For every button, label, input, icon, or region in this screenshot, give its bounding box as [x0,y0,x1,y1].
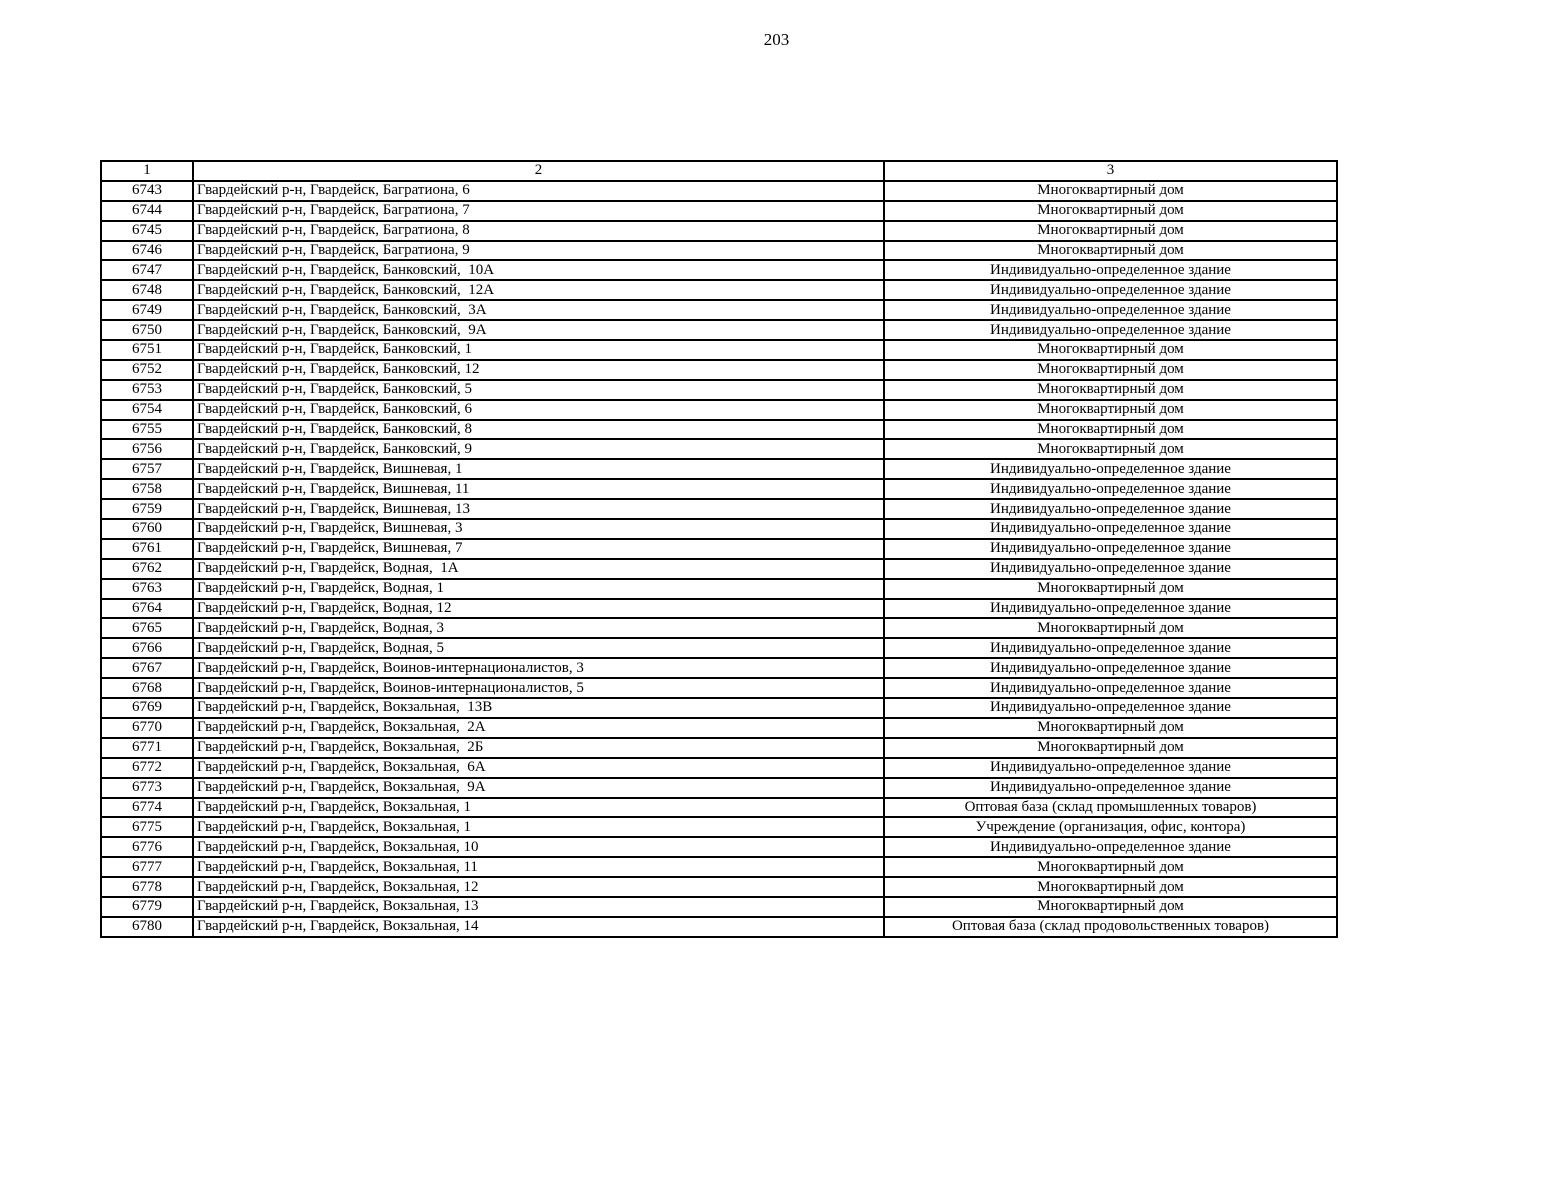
object-type-cell: Индивидуально-определенное здание [884,638,1337,658]
page-number: 203 [763,30,790,49]
row-number-cell: 6750 [101,320,193,340]
row-number-cell: 6774 [101,798,193,818]
object-type-cell: Индивидуально-определенное здание [884,499,1337,519]
object-type-cell: Многоквартирный дом [884,340,1337,360]
object-type-cell: Индивидуально-определенное здание [884,539,1337,559]
object-type-cell: Многоквартирный дом [884,579,1337,599]
table-row [101,718,1337,738]
table-row [101,877,1337,897]
row-number-cell: 6769 [101,698,193,718]
object-type-cell: Многоквартирный дом [884,718,1337,738]
table-body [101,181,1337,937]
object-type-cell: Оптовая база (склад продовольственных товаров) [884,917,1337,937]
row-number-cell: 6749 [101,300,193,320]
row-number-cell: 6752 [101,360,193,380]
address-cell: Гвардейский р-н, Гвардейск, Вокзальная, 10 [193,837,884,857]
object-type-cell: Индивидуально-определенное здание [884,599,1337,619]
address-cell: Гвардейский р-н, Гвардейск, Банковский, 9А [193,320,884,340]
object-type-cell: Индивидуально-определенное здание [884,758,1337,778]
table-row [101,400,1337,420]
table-row [101,618,1337,638]
column-header-address: 2 [193,161,884,181]
row-number-cell: 6773 [101,778,193,798]
table-row [101,917,1337,937]
row-number-cell: 6766 [101,638,193,658]
object-type-cell: Многоквартирный дом [884,877,1337,897]
address-cell: Гвардейский р-н, Гвардейск, Банковский, 9 [193,439,884,459]
address-cell: Гвардейский р-н, Гвардейск, Банковский, 6 [193,400,884,420]
row-number-cell: 6762 [101,559,193,579]
table-row [101,798,1337,818]
row-number-cell: 6778 [101,877,193,897]
row-number-cell: 6756 [101,439,193,459]
table-row [101,658,1337,678]
object-type-cell: Многоквартирный дом [884,420,1337,440]
object-type-cell: Индивидуально-определенное здание [884,519,1337,539]
address-cell: Гвардейский р-н, Гвардейск, Водная, 5 [193,638,884,658]
row-number-cell: 6754 [101,400,193,420]
table-row [101,181,1337,201]
address-cell: Гвардейский р-н, Гвардейск, Вишневая, 13 [193,499,884,519]
column-header-object-type: 3 [884,161,1337,181]
table-row [101,539,1337,559]
table-row [101,778,1337,798]
table-row [101,340,1337,360]
address-cell: Гвардейский р-н, Гвардейск, Банковский, 10А [193,260,884,280]
address-cell: Гвардейский р-н, Гвардейск, Воинов-интернационалистов, 5 [193,678,884,698]
object-type-cell: Индивидуально-определенное здание [884,678,1337,698]
table-row [101,499,1337,519]
object-type-cell: Многоквартирный дом [884,618,1337,638]
table-row [101,360,1337,380]
address-cell: Гвардейский р-н, Гвардейск, Банковский, 3А [193,300,884,320]
table-header-row [101,161,1337,181]
table-row [101,280,1337,300]
row-number-cell: 6761 [101,539,193,559]
row-number-cell: 6770 [101,718,193,738]
object-type-cell: Индивидуально-определенное здание [884,280,1337,300]
address-cell: Гвардейский р-н, Гвардейск, Банковский, 12 [193,360,884,380]
object-type-cell: Многоквартирный дом [884,400,1337,420]
object-type-cell: Индивидуально-определенное здание [884,778,1337,798]
object-type-cell: Индивидуально-определенное здание [884,260,1337,280]
row-number-cell: 6763 [101,579,193,599]
address-cell: Гвардейский р-н, Гвардейск, Вокзальная, 2А [193,718,884,738]
table-row [101,201,1337,221]
object-type-cell: Индивидуально-определенное здание [884,658,1337,678]
table-row [101,380,1337,400]
table-row [101,738,1337,758]
object-type-cell: Индивидуально-определенное здание [884,479,1337,499]
address-cell: Гвардейский р-н, Гвардейск, Багратиона, 8 [193,221,884,241]
row-number-cell: 6753 [101,380,193,400]
row-number-cell: 6772 [101,758,193,778]
row-number-cell: 6759 [101,499,193,519]
table-row [101,579,1337,599]
column-header-number: 1 [101,161,193,181]
table-row [101,678,1337,698]
row-number-cell: 6776 [101,837,193,857]
object-type-cell: Оптовая база (склад промышленных товаров) [884,798,1337,818]
address-cell: Гвардейский р-н, Гвардейск, Банковский, 1 [193,340,884,360]
object-type-cell: Многоквартирный дом [884,857,1337,877]
table-row [101,519,1337,539]
address-cell: Гвардейский р-н, Гвардейск, Вокзальная, 11 [193,857,884,877]
table-row [101,420,1337,440]
row-number-cell: 6747 [101,260,193,280]
object-type-cell: Индивидуально-определенное здание [884,320,1337,340]
row-number-cell: 6743 [101,181,193,201]
row-number-cell: 6748 [101,280,193,300]
row-number-cell: 6765 [101,618,193,638]
address-cell: Гвардейский р-н, Гвардейск, Багратиона, 9 [193,241,884,261]
table-row [101,260,1337,280]
object-type-cell: Индивидуально-определенное здание [884,300,1337,320]
table-row [101,638,1337,658]
address-cell: Гвардейский р-н, Гвардейск, Банковский, 12А [193,280,884,300]
row-number-cell: 6777 [101,857,193,877]
row-number-cell: 6758 [101,479,193,499]
address-cell: Гвардейский р-н, Гвардейск, Вокзальная, 9А [193,778,884,798]
address-cell: Гвардейский р-н, Гвардейск, Вокзальная, 13 [193,897,884,917]
table-row [101,300,1337,320]
address-cell: Гвардейский р-н, Гвардейск, Водная, 1А [193,559,884,579]
address-cell: Гвардейский р-н, Гвардейск, Водная, 3 [193,618,884,638]
table-row [101,897,1337,917]
address-cell: Гвардейский р-н, Гвардейск, Вокзальная, 12 [193,877,884,897]
object-type-cell: Индивидуально-определенное здание [884,698,1337,718]
address-cell: Гвардейский р-н, Гвардейск, Вокзальная, 14 [193,917,884,937]
row-number-cell: 6768 [101,678,193,698]
object-type-cell: Индивидуально-определенное здание [884,559,1337,579]
row-number-cell: 6757 [101,459,193,479]
object-type-cell: Многоквартирный дом [884,439,1337,459]
address-cell: Гвардейский р-н, Гвардейск, Вишневая, 1 [193,459,884,479]
table-row [101,479,1337,499]
object-type-cell: Индивидуально-определенное здание [884,837,1337,857]
address-cell: Гвардейский р-н, Гвардейск, Вишневая, 11 [193,479,884,499]
object-type-cell: Многоквартирный дом [884,221,1337,241]
address-cell: Гвардейский р-н, Гвардейск, Вокзальная, 1 [193,798,884,818]
row-number-cell: 6755 [101,420,193,440]
address-cell: Гвардейский р-н, Гвардейск, Вишневая, 7 [193,539,884,559]
table-row [101,320,1337,340]
address-cell: Гвардейский р-н, Гвардейск, Воинов-интернационалистов, 3 [193,658,884,678]
row-number-cell: 6764 [101,599,193,619]
table-row [101,559,1337,579]
table-row [101,758,1337,778]
registry-table [100,160,1338,938]
object-type-cell: Индивидуально-определенное здание [884,459,1337,479]
table-row [101,857,1337,877]
row-number-cell: 6779 [101,897,193,917]
object-type-cell: Многоквартирный дом [884,738,1337,758]
object-type-cell: Многоквартирный дом [884,380,1337,400]
address-cell: Гвардейский р-н, Гвардейск, Вокзальная, 6А [193,758,884,778]
address-cell: Гвардейский р-н, Гвардейск, Вокзальная, 1 [193,817,884,837]
table-row [101,459,1337,479]
row-number-cell: 6760 [101,519,193,539]
object-type-cell: Многоквартирный дом [884,897,1337,917]
row-number-cell: 6744 [101,201,193,221]
row-number-cell: 6751 [101,340,193,360]
address-cell: Гвардейский р-н, Гвардейск, Вокзальная, 2Б [193,738,884,758]
table-row [101,439,1337,459]
row-number-cell: 6780 [101,917,193,937]
address-cell: Гвардейский р-н, Гвардейск, Вишневая, 3 [193,519,884,539]
object-type-cell: Учреждение (организация, офис, контора) [884,817,1337,837]
object-type-cell: Многоквартирный дом [884,241,1337,261]
address-cell: Гвардейский р-н, Гвардейск, Вокзальная, 13В [193,698,884,718]
row-number-cell: 6775 [101,817,193,837]
row-number-cell: 6745 [101,221,193,241]
address-cell: Гвардейский р-н, Гвардейск, Банковский, 5 [193,380,884,400]
address-cell: Гвардейский р-н, Гвардейск, Багратиона, 7 [193,201,884,221]
address-cell: Гвардейский р-н, Гвардейск, Водная, 12 [193,599,884,619]
address-cell: Гвардейский р-н, Гвардейск, Банковский, 8 [193,420,884,440]
row-number-cell: 6767 [101,658,193,678]
address-cell: Гвардейский р-н, Гвардейск, Водная, 1 [193,579,884,599]
object-type-cell: Многоквартирный дом [884,181,1337,201]
address-cell: Гвардейский р-н, Гвардейск, Багратиона, 6 [193,181,884,201]
table-row [101,817,1337,837]
object-type-cell: Многоквартирный дом [884,201,1337,221]
row-number-cell: 6771 [101,738,193,758]
table-row [101,221,1337,241]
table-row [101,837,1337,857]
object-type-cell: Многоквартирный дом [884,360,1337,380]
table-row [101,599,1337,619]
table-row [101,241,1337,261]
table-row [101,698,1337,718]
row-number-cell: 6746 [101,241,193,261]
